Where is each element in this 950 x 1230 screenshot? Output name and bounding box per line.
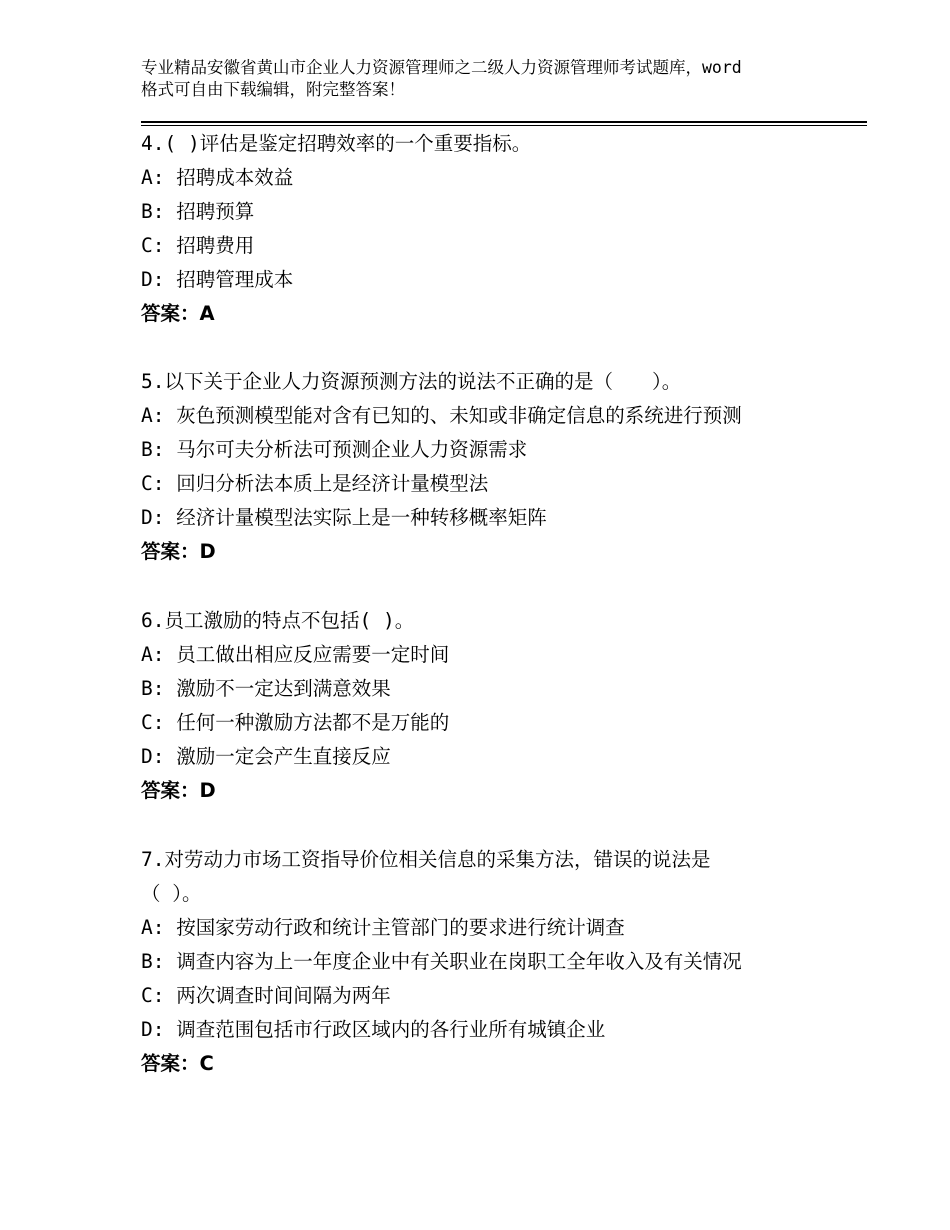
- question-stem: 7.对劳动力市场工资指导价位相关信息的采集方法，错误的说法是: [141, 848, 711, 871]
- question-4: [141, 127, 841, 331]
- answer-label: 答案：D: [141, 540, 216, 563]
- question-stem: 4.( )评估是鉴定招聘效率的一个重要指标。: [141, 132, 532, 155]
- option-a: A: 员工做出相应反应需要一定时间: [141, 643, 450, 666]
- option-c: C: 任何一种激励方法都不是万能的: [141, 711, 450, 734]
- option-c: C: 两次调查时间间隔为两年: [141, 984, 391, 1007]
- option-a: A: 灰色预测模型能对含有已知的、未知或非确定信息的系统进行预测: [141, 404, 742, 427]
- question-7: [141, 843, 841, 1081]
- option-b: B: 招聘预算: [141, 200, 255, 223]
- header-divider-thin: [141, 125, 867, 126]
- question-stem: 6.员工激励的特点不包括( )。: [141, 609, 415, 632]
- question-stem: 5.以下关于企业人力资源预测方法的说法不正确的是（ ）。: [141, 370, 682, 393]
- option-d: D: 激励一定会产生直接反应: [141, 745, 391, 768]
- option-d: D: 招聘管理成本: [141, 268, 294, 291]
- question-6: [141, 604, 841, 808]
- option-d: D: 经济计量模型法实际上是一种转移概率矩阵: [141, 506, 547, 529]
- option-b: B: 马尔可夫分析法可预测企业人力资源需求: [141, 438, 528, 461]
- header-divider-thick: [141, 121, 867, 123]
- option-b: B: 激励不一定达到满意效果: [141, 677, 391, 700]
- option-c: C: 回归分析法本质上是经济计量模型法: [141, 472, 489, 495]
- option-a: A: 招聘成本效益: [141, 166, 294, 189]
- option-d: D: 调查范围包括市行政区域内的各行业所有城镇企业: [141, 1018, 606, 1041]
- option-a: A: 按国家劳动行政和统计主管部门的要求进行统计调查: [141, 916, 625, 939]
- answer-label: 答案：C: [141, 1052, 214, 1075]
- option-b: B: 调查内容为上一年度企业中有关职业在岗职工全年收入及有关情况: [141, 950, 742, 973]
- header-line-1: 专业精品安徽省黄山市企业人力资源管理师之二级人力资源管理师考试题库，word: [141, 58, 742, 77]
- answer-label: 答案：D: [141, 779, 216, 802]
- header-line-2: 格式可自由下载编辑，附完整答案！: [141, 80, 405, 99]
- question-stem-continued: （ ）。: [141, 882, 202, 905]
- option-c: C: 招聘费用: [141, 234, 255, 257]
- answer-label: 答案：A: [141, 302, 215, 325]
- document-header: [141, 57, 841, 101]
- question-5: [141, 365, 841, 569]
